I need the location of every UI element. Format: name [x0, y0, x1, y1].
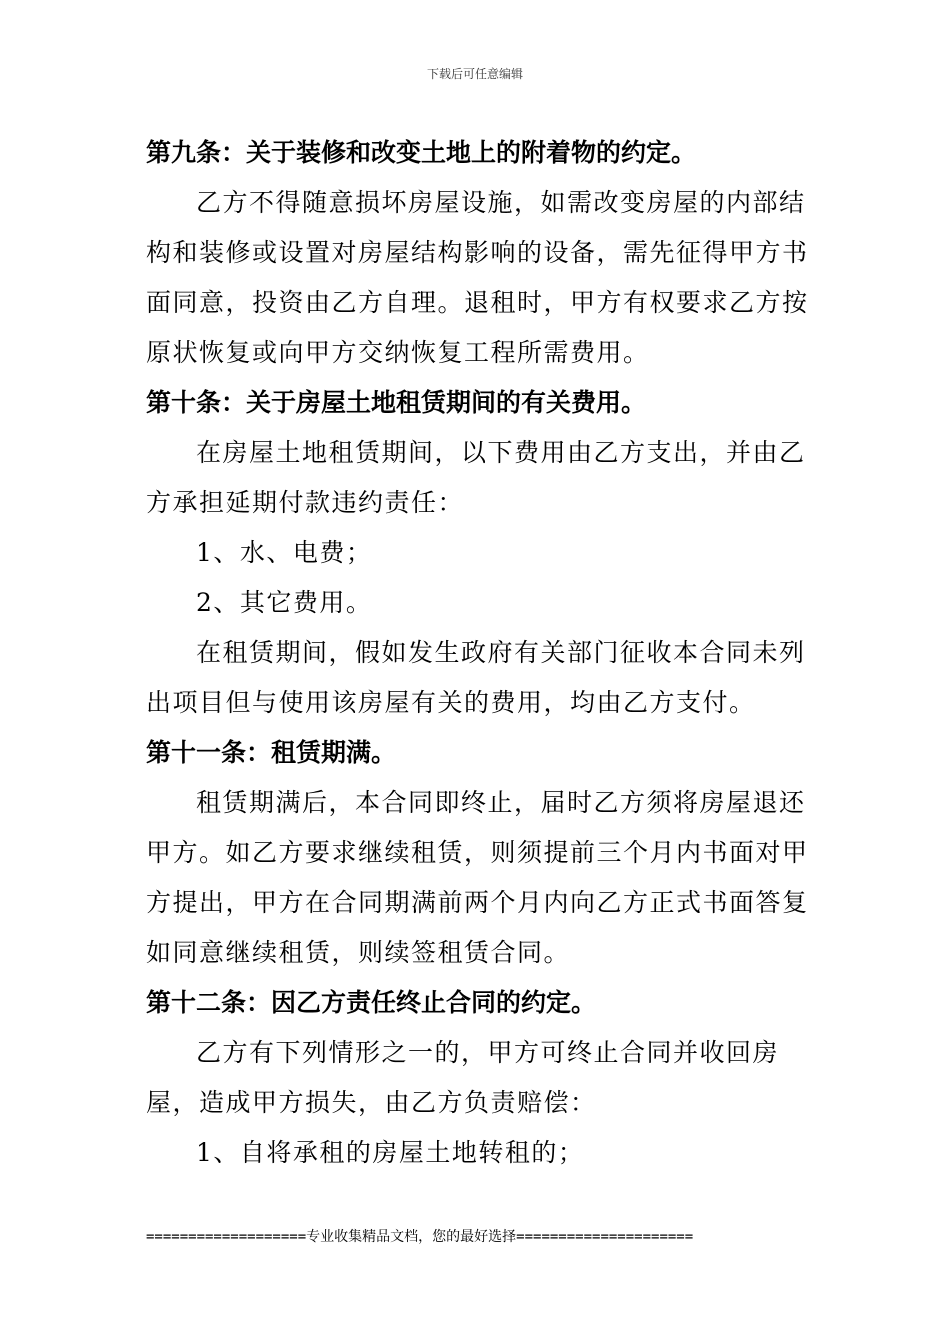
article-12-item-1: 1、自将承租的房屋土地转租的； [196, 1138, 585, 1167]
footer-rule-left: =================== [146, 1229, 307, 1245]
footer-rule-right: ===================== [516, 1229, 694, 1245]
page-footer [146, 1227, 814, 1247]
article-12-heading: 第十二条：因乙方责任终止合同的约定。 [146, 988, 597, 1017]
footer-slogan: 专业收集精品文档，您的最好选择 [306, 1229, 517, 1245]
article-9-heading: 第九条：关于装修和改变土地上的附着物的约定。 [146, 138, 697, 167]
article-10-item-2: 2、其它费用。 [196, 588, 373, 617]
article-10-paragraph-2: 在租赁期间，假如发生政府有关部门征收本合同未列出项目但与使用该房屋有关的费用，均由乙方支付。 [146, 638, 806, 717]
article-11-paragraph: 租赁期满后，本合同即终止，届时乙方须将房屋退还甲方。如乙方要求继续租赁，则须提前三个月内书面对甲方提出，甲方在合同期满前两个月内向乙方正式书面答复如同意继续租赁，则续签租赁合同。 [146, 788, 809, 967]
page-header: 下载后可任意编辑 [426, 67, 523, 81]
article-10-item-1: 1、水、电费； [196, 538, 373, 567]
article-10-heading: 第十条：关于房屋土地租赁期间的有关费用。 [146, 388, 647, 417]
document-body [146, 128, 814, 1178]
article-11-heading: 第十一条：租赁期满。 [146, 738, 397, 767]
article-9-paragraph: 乙方不得随意损坏房屋设施，如需改变房屋的内部结构和装修或设置对房屋结构影响的设备，需先征得甲方书面同意，投资由乙方自理。退租时，甲方有权要求乙方按原状恢复或向甲方交纳恢复工程所需费用。 [146, 188, 809, 367]
article-10-paragraph-1: 在房屋土地租赁期间，以下费用由乙方支出，并由乙方承担延期付款违约责任： [146, 438, 806, 517]
article-12-paragraph: 乙方有下列情形之一的，甲方可终止合同并收回房屋，造成甲方损失，由乙方负责赔偿： [146, 1038, 780, 1117]
